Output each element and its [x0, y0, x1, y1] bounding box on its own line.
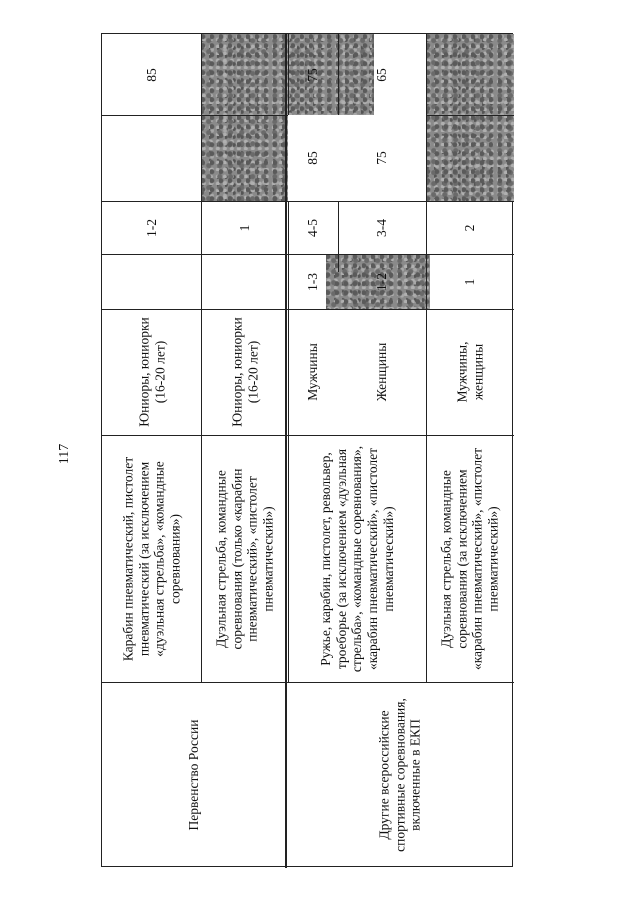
discipline-cell: [426, 435, 514, 682]
value-text: 85: [305, 151, 321, 165]
value-cell: [288, 201, 338, 254]
competition-cell-drugie: [285, 682, 514, 868]
competition-name: Другие всероссийские спортивные соревнования, включенные в ЕКП: [376, 698, 423, 852]
value-cell: [201, 201, 288, 254]
group-text: Женщины: [374, 342, 390, 402]
qualification-table: [101, 33, 513, 867]
discipline-cell: [288, 435, 426, 682]
value-cell: [102, 34, 201, 115]
group-text: Мужчины, женщины: [454, 341, 485, 403]
discipline-text: Дуэльная стрельба, командные соревнования (за исключением «карабин пневматический», «пистолет пневматический»): [438, 447, 501, 670]
group-cell: [201, 309, 288, 435]
discipline-text: Ружье, карабин, пистолет, револьвер, троеборье (за исключением «дуэльная стрельба», «командные соревнования», «карабин пневматический», «пистолет пневматический»): [317, 445, 396, 672]
group-cell: [102, 309, 201, 435]
value-cell: [338, 115, 426, 201]
value-cell: [288, 254, 338, 309]
value-text: 4-5: [305, 218, 321, 237]
shade-drugie-sub2-col-bc: [426, 34, 514, 201]
group-text: Юниоры, юниорки (16-20 лет): [228, 317, 260, 427]
value-text: 75: [305, 67, 321, 82]
value-text: 1-2: [143, 218, 159, 237]
value-text: 2: [462, 224, 478, 231]
value-text: 3-4: [374, 218, 390, 237]
value-text: 1-2: [374, 272, 390, 291]
group-cell-women: [338, 309, 426, 435]
value-cell: [338, 34, 426, 115]
discipline-text: Карабин пневматический, пистолет пневматический (за исключением «дуэльная стрельба», «командные соревнования»): [120, 456, 183, 661]
group-text: Мужчины: [305, 343, 321, 401]
value-text: 75: [374, 151, 390, 165]
value-cell: [102, 201, 201, 254]
value-text: 85: [143, 67, 159, 82]
value-text: 65: [374, 67, 390, 82]
page-number: 117: [57, 443, 72, 465]
discipline-text: Дуэльная стрельба, командные соревнования (только «карабин пневматический», «пистолет пневматический»): [213, 468, 276, 649]
value-text: 1-3: [305, 272, 321, 291]
value-cell: [288, 115, 338, 201]
value-cell: [338, 201, 426, 254]
group-cell: [426, 309, 514, 435]
value-cell: [338, 254, 426, 309]
value-text: 1: [236, 224, 252, 231]
group-cell-men: [288, 309, 338, 435]
value-cell: [288, 34, 338, 115]
competition-cell-pervenstvo: [102, 682, 285, 868]
value-text: 1: [462, 278, 478, 285]
value-cell: [426, 254, 514, 309]
competition-name: Первенство России: [185, 719, 201, 831]
value-cell: [426, 201, 514, 254]
discipline-cell: [201, 435, 288, 682]
discipline-cell: [102, 435, 201, 682]
group-text: Юниоры, юниорки (16-20 лет): [135, 317, 167, 427]
